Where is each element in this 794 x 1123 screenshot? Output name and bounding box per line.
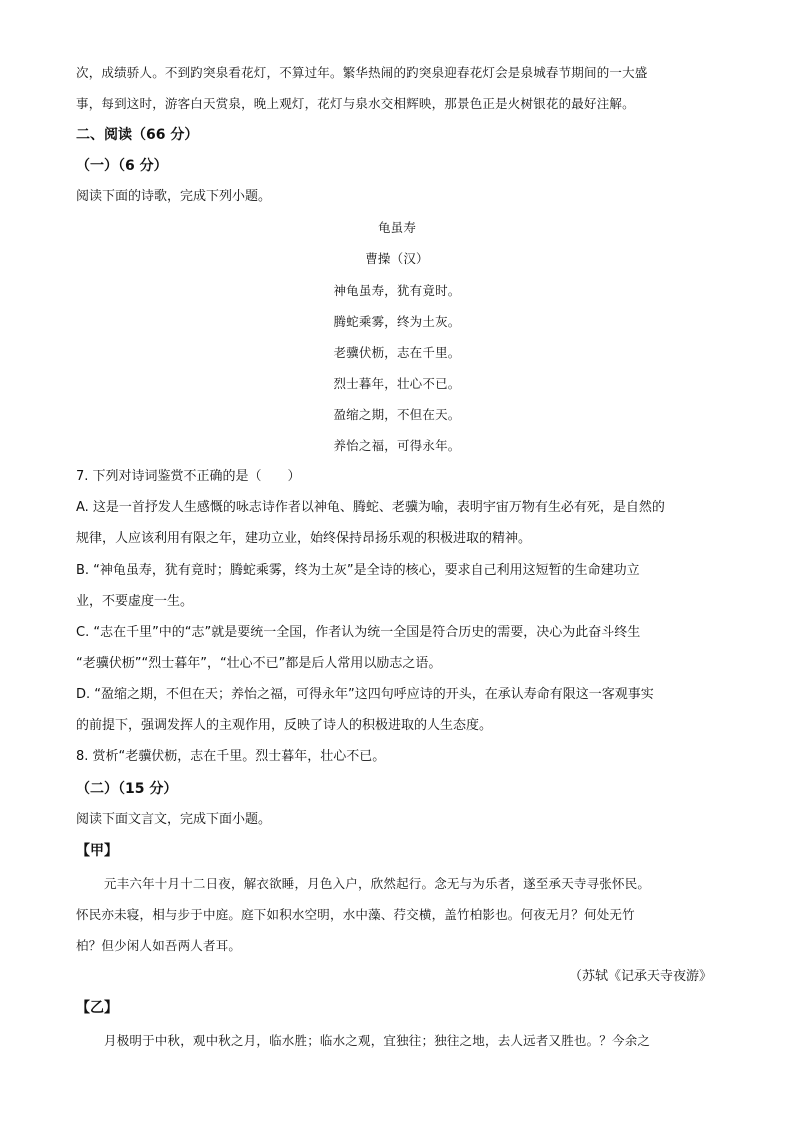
poem-line: 神龟虽寿，犹有竟时。: [333, 283, 461, 298]
text-jia-line-3: 柏？但少闲人如吾两人者耳。: [76, 938, 242, 953]
classical-instruction: 阅读下面文言文，完成下面小题。: [76, 812, 272, 827]
question-7-option-c-cont: “老骥伏枥”“烈士暮年”，“壮心不已”都是后人常用以励志之语。: [76, 656, 442, 671]
poem-line: 烈士暮年，壮心不已。: [333, 376, 461, 391]
question-7-option-a-cont: 规律，人应该利用有限之年，建功立业，始终保持昂扬乐观的积极进取的精神。: [76, 531, 532, 546]
question-7-option-c: C. “志在千里”中的“志”就是要统一全国，作者认为统一全国是符合历史的需要，决心为此奋斗终生: [76, 625, 641, 640]
poem-line: 盈缩之期，不但在天。: [333, 407, 461, 422]
question-7-option-b: B. “神龟虽寿，犹有竟时；腾蛇乘雾，终为土灰”是全诗的核心，要求自己利用这短暂的生命建功立: [76, 563, 640, 578]
text-jia-label: 【甲】: [76, 843, 118, 859]
text-yi-line-1: 月极明于中秋，观中秋之月，临水胜；临水之观，宜独往；独往之地，去人远者又胜也。？今余之: [104, 1033, 651, 1048]
text-yi-label: 【乙】: [76, 1000, 118, 1016]
part-heading-1: （一）（6 分）: [76, 158, 168, 174]
text-jia-source: （苏轼《记承天寺夜游》: [568, 969, 712, 984]
question-7-stem: 7. 下列对诗词鉴赏不正确的是（ ）: [76, 469, 301, 484]
question-7-option-d-cont: 的前提下，强调发挥人的主观作用，反映了诗人的积极进取的人生态度。: [76, 718, 493, 733]
part-heading-2: （二）（15 分）: [76, 781, 178, 797]
poem-author: 曹操（汉）: [365, 251, 429, 266]
poem-line: 老骥伏枥，志在千里。: [333, 345, 461, 360]
section-heading-reading: 二、阅读（66 分）: [76, 127, 199, 143]
poem-line: 腾蛇乘雾，终为土灰。: [333, 314, 461, 329]
poem-title: 龟虽寿: [377, 220, 417, 235]
question-7-option-b-cont: 业，不要虚度一生。: [76, 594, 194, 609]
text-jia-line-2: 怀民亦未寝，相与步于中庭。庭下如积水空明，水中藻、荇交横，盖竹柏影也。何夜无月？何处无竹: [76, 907, 635, 922]
poem-line: 养怡之福，可得永年。: [333, 438, 461, 453]
question-8-stem: 8. 赏析“老骥伏枥，志在千里。烈士暮年，壮心不已。: [76, 749, 386, 764]
poem-instruction: 阅读下面的诗歌，完成下列小题。: [76, 189, 272, 204]
intro-line-2: 事，每到这时，游客白天赏泉，晚上观灯，花灯与泉水交相辉映，那景色正是火树银花的最好注解。: [76, 96, 635, 111]
intro-line-1: 次，成绩骄人。不到趵突泉看花灯，不算过年。繁华热闹的趵突泉迎春花灯会是泉城春节期间的一大盛: [76, 65, 648, 80]
question-7-option-a: A. 这是一首抒发人生感慨的咏志诗作者以神龟、腾蛇、老骥为喻，表明宇宙万物有生必有死，是自然的: [76, 500, 665, 515]
question-7-option-d: D. “盈缩之期，不但在天；养怡之福，可得永年”这四句呼应诗的开头，在承认寿命有限这一客观事实: [76, 687, 654, 702]
text-jia-line-1: 元丰六年十月十二日夜，解衣欲睡，月色入户，欣然起行。念无与为乐者，遂至承天寺寻张怀民。: [104, 876, 651, 891]
